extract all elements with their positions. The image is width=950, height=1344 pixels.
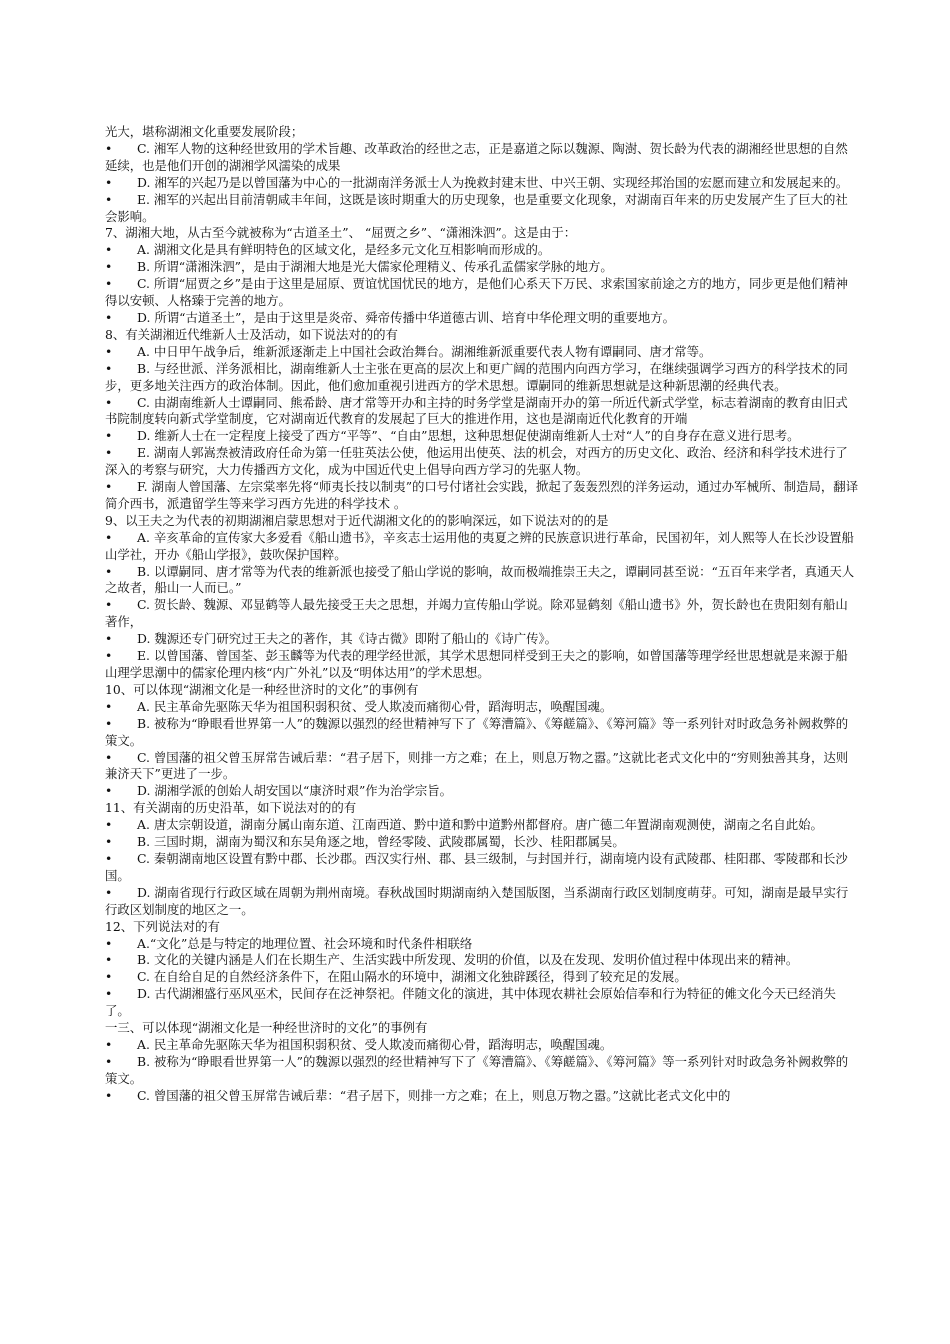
- bullet: •: [105, 1036, 113, 1052]
- document-page: [105, 124, 860, 1105]
- option-text: B. 被称为“睁眼看世界第一人”的魏源以强烈的经世精神写下了《筹漕篇》、《筹鹾篇》、《筹河篇》等一系列针对时政急务补阙救弊的策文。: [105, 715, 849, 748]
- option-item: [105, 428, 860, 445]
- bullet: •: [105, 479, 113, 495]
- option-text: D. 湘军的兴起乃是以曾国藩为中心的一批湖南洋务派士人为挽救封建末世、中兴王朝、实现经邦治国的宏愿而建立和发展起来的。: [137, 174, 849, 190]
- bullet: •: [105, 242, 113, 258]
- option-item: [105, 648, 860, 682]
- bullet: •: [105, 597, 113, 613]
- option-item: [105, 817, 860, 834]
- option-text: B. 与经世派、洋务派相比，湖南维新人士主张在更高的层次上和更广阔的范围内向西方学习，在继续强调学习西方的科学技术的同步，更多地关注西方的政治体制。因此，他们愈加重视引进西方的学术思想。谭嗣同的维新思想就是这种新思潮的经典代表。: [105, 360, 848, 393]
- option-text: A. 民主革命先驱陈天华为祖国积弱积贫、受人欺凌而痛彻心骨，蹈海明志，唤醒国魂。: [137, 698, 613, 714]
- option-text: C. 曾国藩的祖父曾玉屏常告诫后辈：“君子居下，则排一方之难；在上，则息万物之嚣。”这就比老式文化中的: [137, 1087, 731, 1103]
- option-item: [105, 597, 860, 631]
- option-item: [105, 952, 860, 969]
- question-heading: 11、有关湖南的历史沿革，如下说法对的的有: [105, 800, 357, 816]
- option-text: D. 湖南省现行行政区域在周朝为荆州南境。春秋战国时期湖南纳入楚国版图，当系湖南行政区划制度萌芽。可知，湖南是最早实行行政区划制度的地区之一。: [105, 884, 849, 917]
- bullet: •: [105, 1087, 113, 1103]
- bullet: •: [105, 935, 113, 951]
- option-item: [105, 699, 860, 716]
- option-item: [105, 1037, 860, 1054]
- bullet: •: [105, 1053, 113, 1069]
- bullet: •: [105, 259, 113, 275]
- option-text: C. 湘军人物的这种经世致用的学术旨趣、改革政治的经世之志，正是嘉道之际以魏源、陶澍、贺长龄为代表的湖湘经世思想的自然延续，也是他们开创的湖湘学风濡染的成果: [105, 140, 848, 173]
- option-item: [105, 750, 860, 784]
- option-item: [105, 834, 860, 851]
- bullet: •: [105, 428, 113, 444]
- option-text: D. 魏源还专门研究过王夫之的著作，其《诗古微》即附了船山的《诗广传》。: [137, 631, 558, 647]
- bullet: •: [105, 360, 113, 376]
- option-text: B. 被称为“睁眼看世界第一人”的魏源以强烈的经世精神写下了《筹漕篇》、《筹鹾篇》、《筹河篇》等一系列针对时政急务补阙救弊的策文。: [105, 1053, 849, 1086]
- bullet: •: [105, 986, 113, 1002]
- option-text: C. 由湖南维新人士谭嗣同、熊希龄、唐才常等开办和主持的时务学堂是湖南开办的第一所近代新式学堂，标志着湖南的教育由旧式书院制度转向新式学堂制度，它对湖南近代教育的发展起了巨大的推进作用，这也是湖南近代化教育的开端: [105, 394, 848, 427]
- option-text: C. 曾国藩的祖父曾玉屏常告诫后辈：“君子居下，则排一方之难；在上，则息万物之嚣。”这就比老式文化中的“穷则独善其身，达则兼济天下”更进了一步。: [105, 749, 849, 782]
- option-item: [105, 885, 860, 919]
- bullet: •: [105, 884, 113, 900]
- option-text: C. 在自给自足的自然经济条件下，在阻山隔水的环境中，湖湘文化独辟蹊径，得到了较充足的发展。: [137, 969, 687, 985]
- option-text: B. 以谭嗣同、唐才常等为代表的维新派也接受了船山学说的影响，故而极端推崇王夫之，谭嗣同甚至说：“五百年来学者，真通天人之故者，船山一人而已。”: [105, 563, 855, 596]
- option-text: B. 所谓“潇湘洙泗”，是由于湖湘大地是光大儒家伦理精义、传承孔孟儒家学脉的地方。: [137, 259, 613, 275]
- bullet: •: [105, 445, 113, 461]
- option-item: [105, 479, 860, 513]
- option-item: [105, 445, 860, 479]
- option-item: [105, 259, 860, 276]
- bullet: •: [105, 309, 113, 325]
- question-heading: 12、下列说法对的有: [105, 918, 220, 934]
- option-item: [105, 564, 860, 598]
- bullet: •: [105, 140, 113, 156]
- option-text: A. 中日甲午战争后，维新派逐渐走上中国社会政治舞台。湖湘维新派重要代表人物有谭嗣同、唐才常等。: [137, 343, 712, 359]
- bullet: •: [105, 174, 113, 190]
- option-text: A. 辛亥革命的宣传家大多爱看《船山遗书》，辛亥志士运用他的夷夏之辨的民族意识进行革命，民国初年，刘人熙等人在长沙设置船山学社，开办《船山学报》，鼓吹保护国粹。: [105, 529, 854, 562]
- bullet: •: [105, 749, 113, 765]
- option-item: [105, 344, 860, 361]
- bullet: •: [105, 850, 113, 866]
- question-heading: 8、有关湖湘近代维新人士及活动，如下说法对的的有: [105, 326, 398, 342]
- option-text: C. 秦朝湖南地区设置有黔中郡、长沙郡。西汉实行州、郡、县三级制，与封国并行，湖南境内设有武陵郡、桂阳郡、零陵郡和长沙国。: [105, 850, 848, 883]
- option-text: E. 湖南人郭嵩焘被清政府任命为第一任驻英法公使，他运用出使英、法的机会，对西方的历史文化、政治、经济和科学技术进行了深入的考察与研究，大力传播西方文化，成为中国近代史上倡导向西方学习的先驱人物。: [105, 445, 848, 478]
- option-item: [105, 936, 860, 953]
- option-item: [105, 242, 860, 259]
- option-item: [105, 851, 860, 885]
- option-text: D. 所谓“古道圣土”，是由于这里是炎帝、舜帝传播中华道德古训、培育中华伦理文明的重要地方。: [137, 309, 676, 325]
- bullet: •: [105, 276, 113, 292]
- option-text: B. 文化的关键内涵是人们在长期生产、生活实践中所发现、发明的价值，以及在发现、发明价值过程中体现出来的精神。: [137, 952, 799, 968]
- option-item: [105, 1054, 860, 1088]
- option-item: [105, 530, 860, 564]
- option-text: D. 古代湖湘盛行巫风巫术，民间存在泛神祭祀。伴随文化的演进，其中体现农耕社会原始信奉和行为特征的傩文化今天已经消失了。: [105, 986, 836, 1019]
- option-item: [105, 361, 860, 395]
- bullet: •: [105, 394, 113, 410]
- option-text: A. 湖湘文化是具有鲜明特色的区域文化，是经多元文化互相影响而形成的。: [137, 242, 551, 258]
- bullet: •: [105, 715, 113, 731]
- option-text: A. 民主革命先驱陈天华为祖国积弱积贫、受人欺凌而痛彻心骨，蹈海明志，唤醒国魂。: [137, 1036, 613, 1052]
- bullet: •: [105, 343, 113, 359]
- option-text: D. 维新人士在一定程度上接受了西方“平等”、“自由”思想，这种思想促使湖南维新人士对“人”的自身存在意义进行思考。: [137, 428, 800, 444]
- bullet: •: [105, 648, 113, 664]
- option-text: B. 三国时期，湖南为蜀汉和东吴角逐之地，曾经零陵、武陵郡属蜀，长沙、桂阳郡属吴。: [137, 834, 625, 850]
- question-heading: 7、湖湘大地，从古至今就被称为“古道圣土”、 “屈贾之乡”、“潇湘洙泗”。这是由于：: [105, 225, 577, 241]
- option-text: C. 贺长龄、魏源、邓显鹤等人最先接受王夫之思想，并竭力宣传船山学说。除邓显鹤刻《船山遗书》外，贺长龄也在贵阳刻有船山著作，: [105, 597, 848, 630]
- option-item: [105, 276, 860, 310]
- option-text: A. 唐太宗朝设道，湖南分属山南东道、江南西道、黔中道和黔中道黔州都督府。唐广德二年置湖南观测使，湖南之名自此始。: [137, 817, 823, 833]
- option-text: E. 湘军的兴起出目前清朝咸丰年间，这既是该时期重大的历史现象，也是重要文化现象，对湖南百年来的历史发展产生了巨大的社会影响。: [105, 191, 848, 224]
- option-text: E. 以曾国藩、曾国荃、彭玉麟等为代表的理学经世派，其学术思想同样受到王夫之的影响，如曾国藩等理学经世思想就是来源于船山理学思潮中的儒家伦理内核“内广外礼”以及“明体达用”的学术思想。: [105, 648, 848, 680]
- option-item: [105, 986, 860, 1020]
- option-item: [105, 192, 860, 226]
- option-text: D. 湖湘学派的创始人胡安国以“康济时艰”作为治学宗旨。: [137, 783, 453, 799]
- bullet: •: [105, 783, 113, 799]
- bullet: •: [105, 631, 113, 647]
- option-item: [105, 783, 860, 800]
- option-item: [105, 141, 860, 175]
- option-item: [105, 969, 860, 986]
- option-item: [105, 175, 860, 192]
- bullet: •: [105, 817, 113, 833]
- question-heading: 10、可以体现“湖湘文化是一种经世济时的文化”的事例有: [105, 681, 419, 697]
- question-heading: 一三、可以体现“湖湘文化是一种经世济时的文化”的事例有: [105, 1020, 428, 1036]
- option-item: [105, 716, 860, 750]
- bullet: •: [105, 529, 113, 545]
- option-text: F. 湖南人曾国藩、左宗棠率先将“师夷长技以制夷”的口号付诸社会实践，掀起了轰轰烈烈的洋务运动，通过办军械所、制造局，翻译简介西书，派遣留学生等来学习西方先进的科学技术 。: [105, 479, 859, 511]
- question-heading: 光大，堪称湖湘文化重要发展阶段；: [105, 124, 304, 139]
- bullet: •: [105, 952, 113, 968]
- bullet: •: [105, 563, 113, 579]
- bullet: •: [105, 969, 113, 985]
- bullet: •: [105, 698, 113, 714]
- option-item: [105, 631, 860, 648]
- bullet: •: [105, 191, 113, 207]
- option-text: C. 所谓“屈贾之乡”是由于这里是屈原、贾谊忧国忧民的地方，是他们心系天下万民、求索国家前途之方的地方，同步更是他们精神得以安顿、人格臻于完善的地方。: [105, 276, 849, 309]
- bullet: •: [105, 834, 113, 850]
- option-item: [105, 310, 860, 327]
- option-item: [105, 395, 860, 429]
- question-heading: 9、以王夫之为代表的初期湖湘启蒙思想对于近代湖湘文化的的影响深远，如下说法对的的是: [105, 512, 609, 528]
- option-item: [105, 1088, 860, 1105]
- option-text: A.“文化”总是与特定的地理位置、社会环境和时代条件相联络: [137, 935, 473, 951]
